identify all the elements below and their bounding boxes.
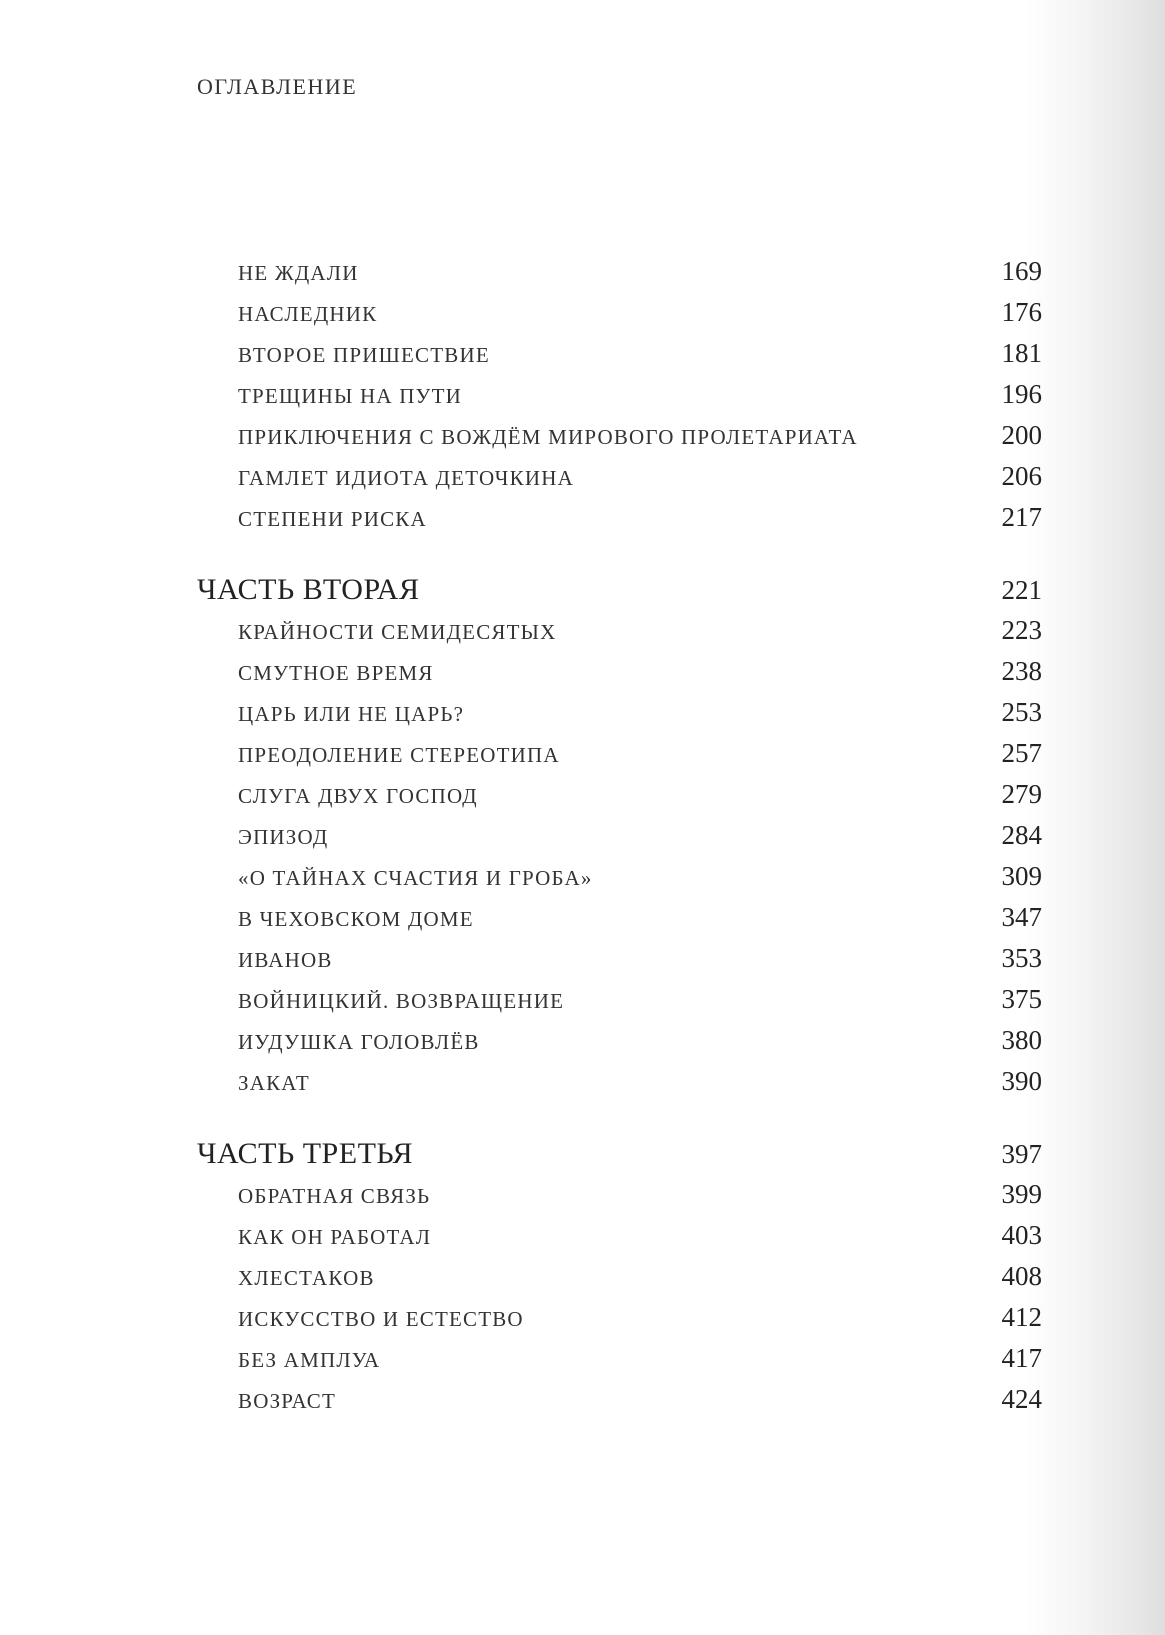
toc-entry xyxy=(197,1261,1042,1302)
toc-entry xyxy=(197,1066,1042,1107)
toc-entry-title: ВОЗРАСТ xyxy=(238,1389,337,1413)
toc-entry xyxy=(197,820,1042,861)
toc-entry-page: 238 xyxy=(1001,656,1042,686)
toc-entry xyxy=(197,615,1042,656)
toc-entry xyxy=(197,779,1042,820)
toc-entry xyxy=(197,1179,1042,1220)
toc-entry xyxy=(197,338,1042,379)
toc-entry-page: 206 xyxy=(1001,461,1042,491)
toc-part-page: 221 xyxy=(1001,575,1042,605)
toc-entry-page: 181 xyxy=(1001,338,1042,368)
toc-entry-title: «О ТАЙНАХ СЧАСТИЯ И ГРОБА» xyxy=(238,866,593,890)
toc-entry-page: 196 xyxy=(1001,379,1042,409)
toc-entry-title: СТЕПЕНИ РИСКА xyxy=(238,507,427,531)
toc-entry-title: БЕЗ АМПЛУА xyxy=(238,1348,381,1372)
toc-entry-title: ТРЕЩИНЫ НА ПУТИ xyxy=(238,384,463,408)
toc-entry-page: 417 xyxy=(1001,1343,1042,1373)
toc-entry-title: ХЛЕСТАКОВ xyxy=(238,1266,375,1290)
toc-entry-title: ИВАНОВ xyxy=(238,948,333,972)
toc-entry xyxy=(197,461,1042,502)
toc-entry-page: 223 xyxy=(1001,615,1042,645)
toc-entry xyxy=(197,984,1042,1025)
toc-entry-title: ЭПИЗОД xyxy=(238,825,329,849)
toc-entry-page: 375 xyxy=(1001,984,1042,1014)
toc-entry-page: 253 xyxy=(1001,697,1042,727)
toc-entry-page: 257 xyxy=(1001,738,1042,768)
toc-entry-title: ИСКУССТВО И ЕСТЕСТВО xyxy=(238,1307,524,1331)
toc-entry xyxy=(197,379,1042,420)
toc-entry xyxy=(197,1384,1042,1425)
toc-entry-page: 424 xyxy=(1001,1384,1042,1414)
toc-entry xyxy=(197,256,1042,297)
toc-part-heading xyxy=(197,573,1042,615)
toc-entry xyxy=(197,1343,1042,1384)
toc-entry-title: ИУДУШКА ГОЛОВЛЁВ xyxy=(238,1030,480,1054)
toc-entry-title: СЛУГА ДВУХ ГОСПОД xyxy=(238,784,478,808)
toc-entry xyxy=(197,1302,1042,1343)
toc-entry-page: 412 xyxy=(1001,1302,1042,1332)
toc-entry-title: ПРИКЛЮЧЕНИЯ С ВОЖДЁМ МИРОВОГО ПРОЛЕТАРИАТА xyxy=(238,425,858,449)
toc-entry-page: 279 xyxy=(1001,779,1042,809)
toc-entry xyxy=(197,861,1042,902)
toc-entry-page: 380 xyxy=(1001,1025,1042,1055)
toc-entry-page: 217 xyxy=(1001,502,1042,532)
toc-entry-title: ОБРАТНАЯ СВЯЗЬ xyxy=(238,1184,431,1208)
toc-entry xyxy=(197,502,1042,543)
toc-entry xyxy=(197,697,1042,738)
toc-entry-title: ГАМЛЕТ ИДИОТА ДЕТОЧКИНА xyxy=(238,466,574,490)
toc-entry-page: 347 xyxy=(1001,902,1042,932)
toc-entry xyxy=(197,1025,1042,1066)
toc-entry xyxy=(197,902,1042,943)
toc-entry-page: 399 xyxy=(1001,1179,1042,1209)
toc-entry xyxy=(197,297,1042,338)
toc-entry-title: ПРЕОДОЛЕНИЕ СТЕРЕОТИПА xyxy=(238,743,560,767)
toc-entry xyxy=(197,738,1042,779)
toc-entry-title: КАК ОН РАБОТАЛ xyxy=(238,1225,432,1249)
toc-part-title: ЧАСТЬ ТРЕТЬЯ xyxy=(197,1137,414,1170)
toc-entry-title: ВОЙНИЦКИЙ. ВОЗВРАЩЕНИЕ xyxy=(238,989,565,1013)
toc-entry-page: 390 xyxy=(1001,1066,1042,1096)
toc-entry-page: 403 xyxy=(1001,1220,1042,1250)
toc-entry xyxy=(197,420,1042,461)
toc-entry-title: В ЧЕХОВСКОМ ДОМЕ xyxy=(238,907,474,931)
toc-entry-title: ЗАКАТ xyxy=(238,1071,310,1095)
toc-entry-page: 200 xyxy=(1001,420,1042,450)
toc-entry-title: СМУТНОЕ ВРЕМЯ xyxy=(238,661,434,685)
table-of-contents xyxy=(197,256,1042,1425)
toc-entry-page: 353 xyxy=(1001,943,1042,973)
toc-entry-page: 309 xyxy=(1001,861,1042,891)
toc-part-title: ЧАСТЬ ВТОРАЯ xyxy=(197,573,420,606)
toc-entry xyxy=(197,656,1042,697)
running-head: ОГЛАВЛЕНИЕ xyxy=(197,74,358,99)
toc-entry-page: 284 xyxy=(1001,820,1042,850)
toc-entry-page: 169 xyxy=(1001,256,1042,286)
toc-entry-page: 408 xyxy=(1001,1261,1042,1291)
toc-entry xyxy=(197,1220,1042,1261)
toc-part-heading xyxy=(197,1137,1042,1179)
toc-entry-page: 176 xyxy=(1001,297,1042,327)
toc-part-page: 397 xyxy=(1001,1139,1042,1169)
toc-entry-title: ВТОРОЕ ПРИШЕСТВИЕ xyxy=(238,343,490,367)
toc-entry-title: КРАЙНОСТИ СЕМИДЕСЯТЫХ xyxy=(238,620,557,644)
toc-entry-title: НАСЛЕДНИК xyxy=(238,302,378,326)
toc-entry xyxy=(197,943,1042,984)
toc-entry-title: НЕ ЖДАЛИ xyxy=(238,261,359,285)
toc-entry-title: ЦАРЬ ИЛИ НЕ ЦАРЬ? xyxy=(238,702,465,726)
